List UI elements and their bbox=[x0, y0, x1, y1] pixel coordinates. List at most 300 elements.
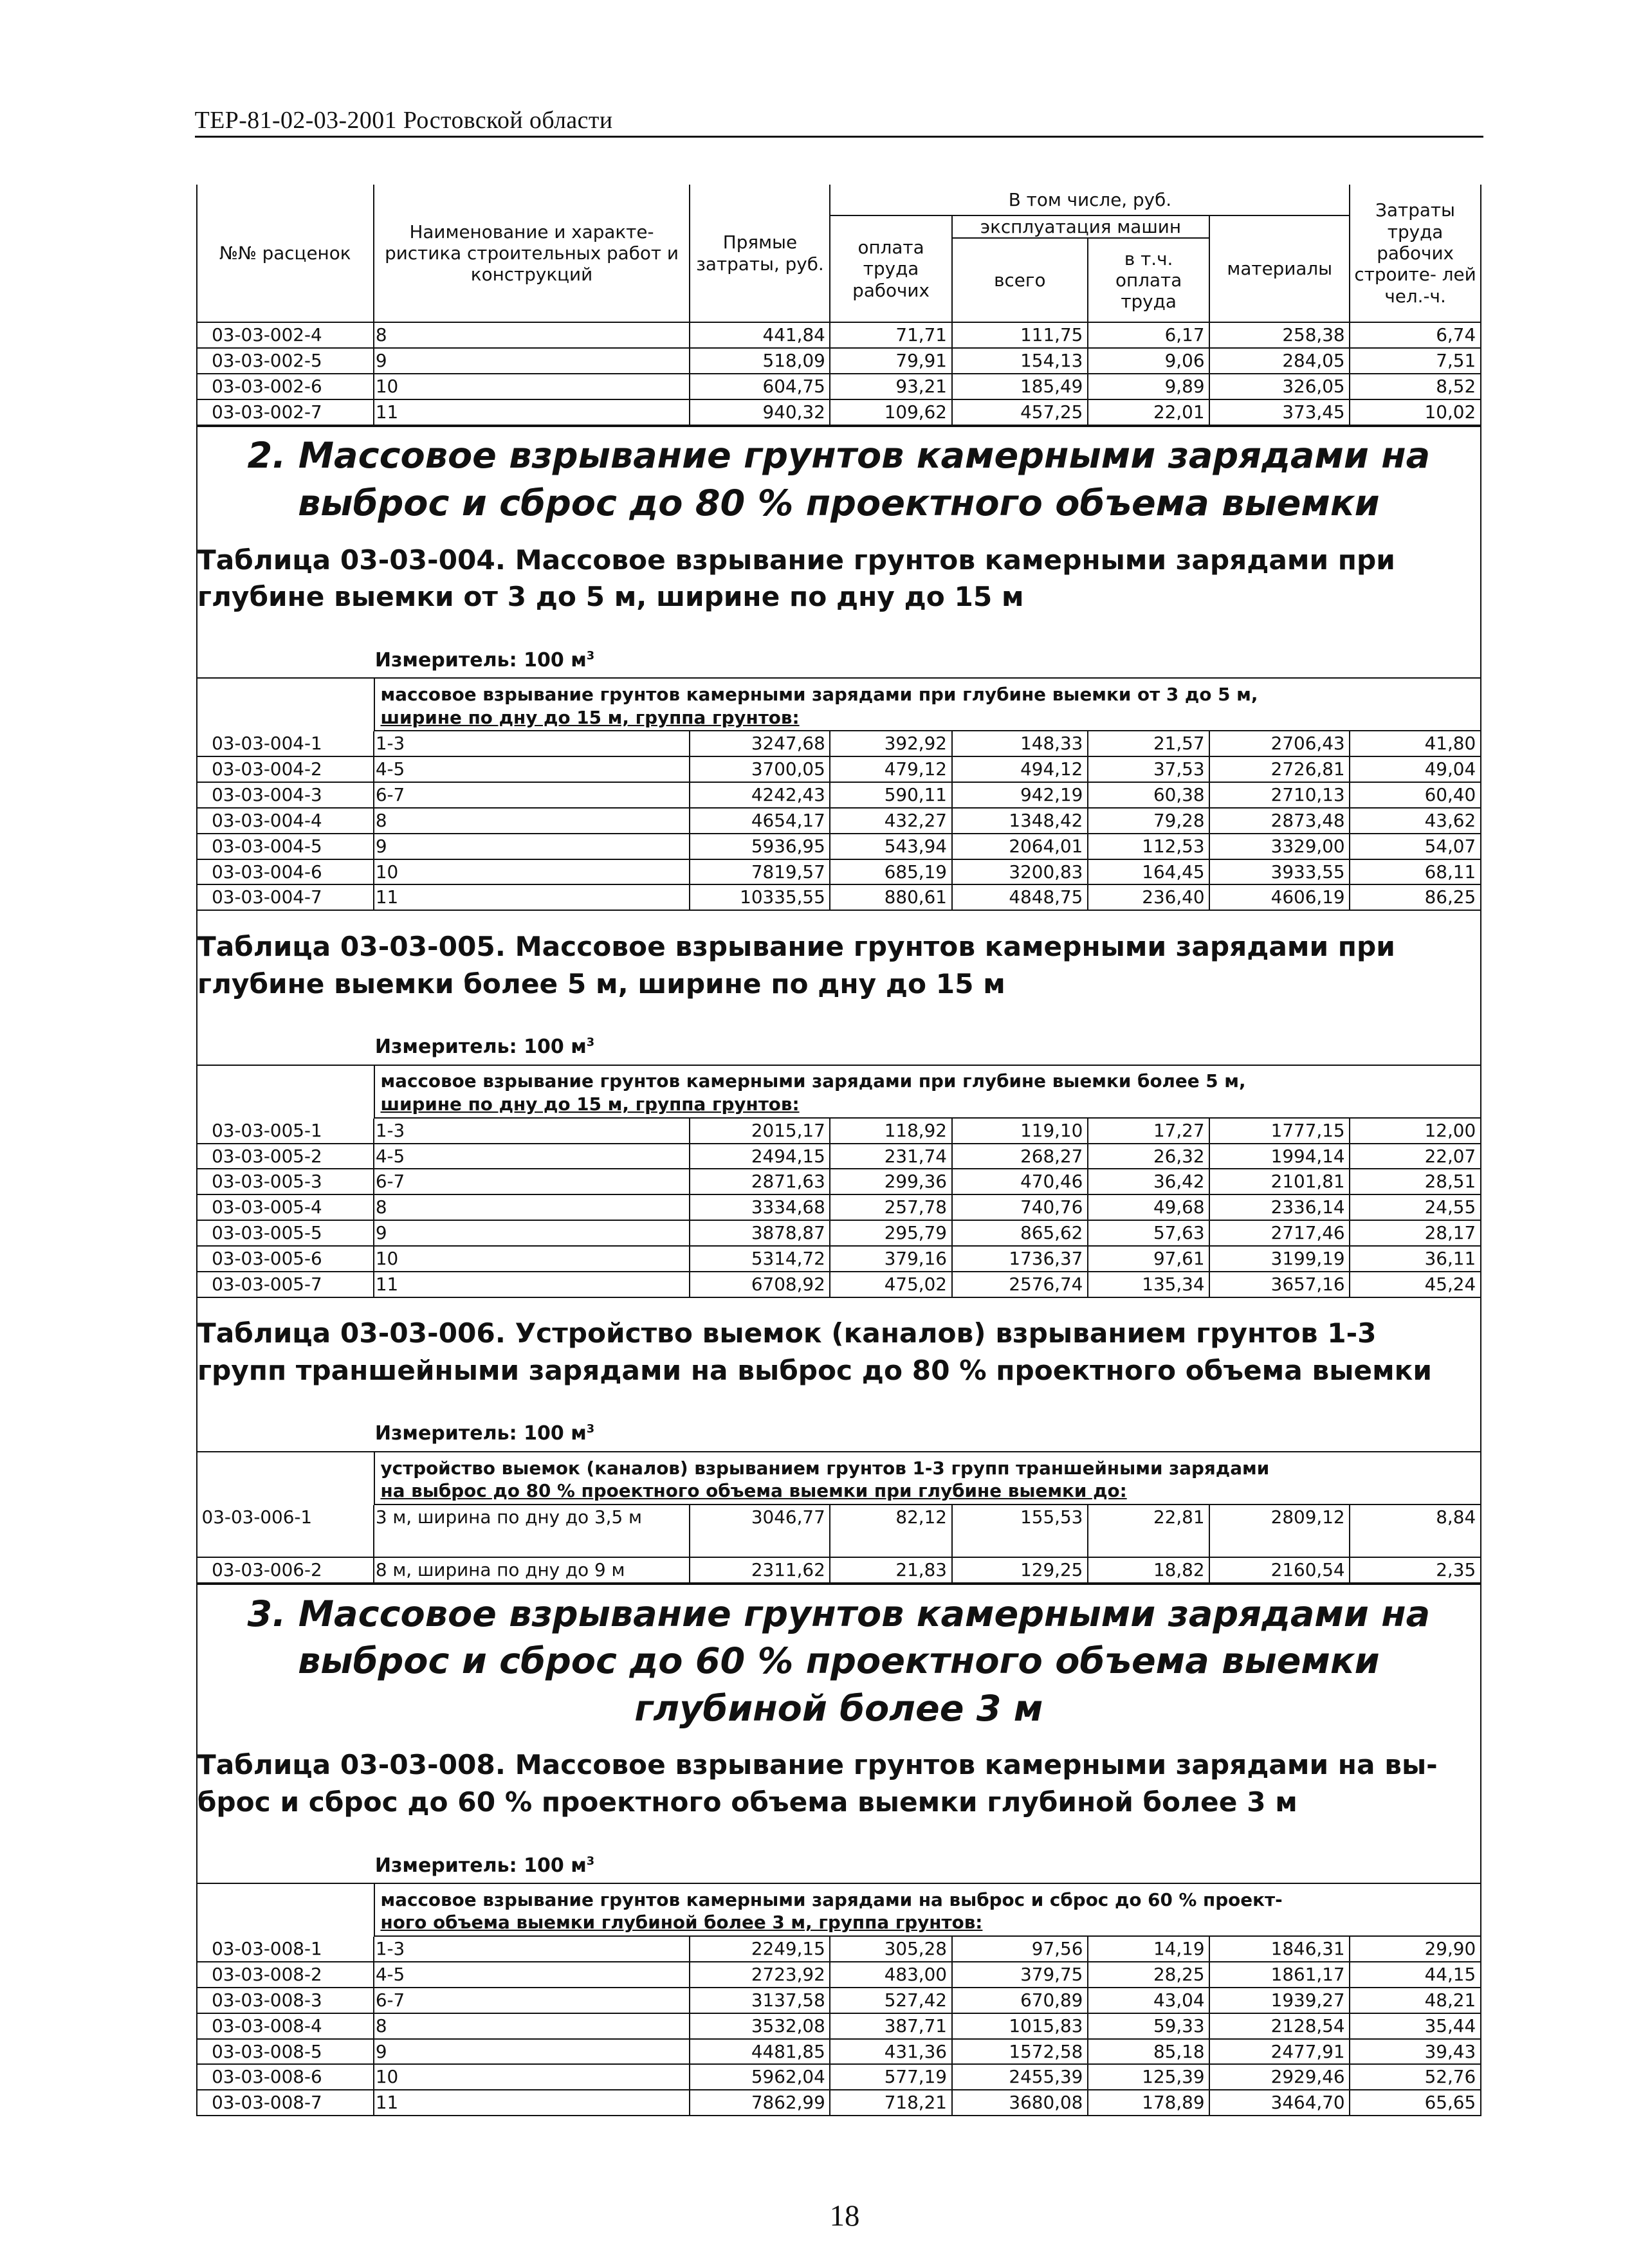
table-008-meter bbox=[197, 1833, 1480, 1884]
cell-name: 11 bbox=[374, 399, 690, 425]
cell-code: 03-03-005-1 bbox=[197, 1119, 374, 1144]
cell-labor: 8,84 bbox=[1350, 1505, 1480, 1557]
cell-machines-labor-pay: 22,81 bbox=[1088, 1505, 1209, 1557]
table-008-title: Таблица 03-03-008. Массовое взрывание грунтов камерными зарядами на вы- брос и сброс до 60 % проектного объема выемки глубиной более 3 м bbox=[197, 1749, 1438, 1818]
cell-direct: 4242,43 bbox=[690, 782, 830, 808]
cell-code: 03-03-004-6 bbox=[197, 859, 374, 885]
cell-labor: 86,25 bbox=[1350, 884, 1480, 910]
cell-code: 03-03-005-2 bbox=[197, 1144, 374, 1169]
cell-name: 10 bbox=[374, 859, 690, 885]
cell-labor-pay: 527,42 bbox=[830, 1988, 951, 2013]
cell-machines-total: 457,25 bbox=[952, 399, 1088, 425]
cell-machines-total: 2455,39 bbox=[952, 2064, 1088, 2090]
cell-machines-total: 470,46 bbox=[952, 1169, 1088, 1194]
cell-materials: 2717,46 bbox=[1209, 1220, 1350, 1246]
table-005-caption-row bbox=[197, 1066, 1480, 1119]
caption-line-1: массовое взрывание грунтов камерными зарядами на выброс и сброс до 60 % проект- bbox=[380, 1888, 1283, 1910]
cell-labor-pay: 880,61 bbox=[830, 884, 951, 910]
cell-labor: 41,80 bbox=[1350, 731, 1480, 756]
cell-machines-labor-pay: 79,28 bbox=[1088, 808, 1209, 834]
caption-line-2: ширине по дну до 15 м, группа грунтов: bbox=[380, 1093, 800, 1115]
cell-labor: 65,65 bbox=[1350, 2090, 1480, 2116]
cell-labor-pay: 231,74 bbox=[830, 1144, 951, 1169]
cell-labor-pay: 79,91 bbox=[830, 348, 951, 374]
cell-labor-pay: 392,92 bbox=[830, 731, 951, 756]
cell-labor-pay: 71,71 bbox=[830, 323, 951, 348]
cell-machines-total: 2576,74 bbox=[952, 1272, 1088, 1297]
cell-machines-labor-pay: 18,82 bbox=[1088, 1557, 1209, 1583]
header-machines: эксплуатация машин bbox=[952, 215, 1210, 238]
cell-machines-total: 97,56 bbox=[952, 1937, 1088, 1962]
cell-name: 3 м, ширина по дну до 3,5 м bbox=[374, 1505, 690, 1557]
cell-machines-labor-pay: 49,68 bbox=[1088, 1194, 1209, 1220]
cell-labor-pay: 21,83 bbox=[830, 1557, 951, 1583]
table-005-meter bbox=[197, 1014, 1480, 1065]
cell-direct: 3247,68 bbox=[690, 731, 830, 756]
cell-direct: 7862,99 bbox=[690, 2090, 830, 2116]
cell-labor: 68,11 bbox=[1350, 859, 1480, 885]
cell-code: 03-03-004-4 bbox=[197, 808, 374, 834]
cell-materials: 3657,16 bbox=[1209, 1272, 1350, 1297]
cell-code: 03-03-008-4 bbox=[197, 2013, 374, 2039]
cell-labor-pay: 577,19 bbox=[830, 2064, 951, 2090]
cell-materials: 4606,19 bbox=[1209, 884, 1350, 910]
rates-table-008 bbox=[197, 1937, 1480, 2116]
cell-direct: 2494,15 bbox=[690, 1144, 830, 1169]
cell-machines-labor-pay: 22,01 bbox=[1088, 399, 1209, 425]
cell-name: 6-7 bbox=[374, 782, 690, 808]
cell-materials: 1861,17 bbox=[1209, 1962, 1350, 1988]
cell-direct: 604,75 bbox=[690, 374, 830, 399]
cell-machines-total: 1736,37 bbox=[952, 1246, 1088, 1272]
table-row bbox=[197, 1220, 1480, 1246]
cell-direct: 3137,58 bbox=[690, 1988, 830, 2013]
cell-name: 6-7 bbox=[374, 1169, 690, 1194]
section-2-title: 2. Массовое взрывание грунтов камерными зарядами на выброс и сброс до 80 % проектного объема выемки bbox=[197, 426, 1480, 527]
cell-labor: 2,35 bbox=[1350, 1557, 1480, 1583]
cell-code: 03-03-008-1 bbox=[197, 1937, 374, 1962]
caption-spacer bbox=[197, 1884, 375, 1937]
cell-code: 03-03-008-2 bbox=[197, 1962, 374, 1988]
caption-line-2: ного объема выемки глубиной более 3 м, группа грунтов: bbox=[380, 1912, 983, 1934]
header-name: Наименование и характе- ристика строительных работ и конструкций bbox=[374, 185, 690, 322]
cell-direct: 518,09 bbox=[690, 348, 830, 374]
cell-direct: 940,32 bbox=[690, 399, 830, 425]
cell-name: 10 bbox=[374, 374, 690, 399]
table-008-caption-row bbox=[197, 1884, 1480, 1937]
cell-materials: 2873,48 bbox=[1209, 808, 1350, 834]
cell-direct: 10335,55 bbox=[690, 884, 830, 910]
cell-machines-labor-pay: 164,45 bbox=[1088, 859, 1209, 885]
cell-direct: 2723,92 bbox=[690, 1962, 830, 1988]
cell-code: 03-03-005-5 bbox=[197, 1220, 374, 1246]
cell-code: 03-03-005-7 bbox=[197, 1272, 374, 1297]
cell-labor-pay: 118,92 bbox=[830, 1119, 951, 1144]
table-row bbox=[197, 2039, 1480, 2065]
cell-code: 03-03-002-4 bbox=[197, 323, 374, 348]
meter-label: Измеритель: 100 м bbox=[374, 1036, 587, 1059]
cell-labor: 29,90 bbox=[1350, 1937, 1480, 1962]
cell-code: 03-03-004-2 bbox=[197, 756, 374, 782]
table-row bbox=[197, 834, 1480, 859]
cell-direct: 5936,95 bbox=[690, 834, 830, 859]
cell-materials: 3464,70 bbox=[1209, 2090, 1350, 2116]
rates-frame bbox=[196, 185, 1481, 2116]
header-rule bbox=[195, 136, 1483, 138]
cell-labor: 24,55 bbox=[1350, 1194, 1480, 1220]
table-006-title: Таблица 03-03-006. Устройство выемок (каналов) взрыванием грунтов 1-3 групп траншейными зарядами на выброс до 80 % проектного объема выемки bbox=[197, 1317, 1432, 1387]
cell-machines-total: 740,76 bbox=[952, 1194, 1088, 1220]
cell-name: 4-5 bbox=[374, 1962, 690, 1988]
cell-machines-labor-pay: 6,17 bbox=[1088, 323, 1209, 348]
cell-name: 8 bbox=[374, 323, 690, 348]
cell-materials: 326,05 bbox=[1209, 374, 1350, 399]
cell-code: 03-03-004-3 bbox=[197, 782, 374, 808]
cell-machines-labor-pay: 21,57 bbox=[1088, 731, 1209, 756]
cell-labor: 6,74 bbox=[1350, 323, 1480, 348]
cell-name: 11 bbox=[374, 1272, 690, 1297]
cell-materials: 3329,00 bbox=[1209, 834, 1350, 859]
cell-labor-pay: 718,21 bbox=[830, 2090, 951, 2116]
cell-machines-total: 268,27 bbox=[952, 1144, 1088, 1169]
cell-name: 8 bbox=[374, 808, 690, 834]
cell-labor: 10,02 bbox=[1350, 399, 1480, 425]
cell-machines-labor-pay: 36,42 bbox=[1088, 1169, 1209, 1194]
cell-name: 1-3 bbox=[374, 1937, 690, 1962]
cell-machines-labor-pay: 236,40 bbox=[1088, 884, 1209, 910]
cell-machines-labor-pay: 37,53 bbox=[1088, 756, 1209, 782]
caption-line-1: массовое взрывание грунтов камерными зарядами при глубине выемки более 5 м, bbox=[380, 1070, 1246, 1092]
cell-labor: 52,76 bbox=[1350, 2064, 1480, 2090]
table-row bbox=[197, 2013, 1480, 2039]
cell-machines-labor-pay: 57,63 bbox=[1088, 1220, 1209, 1246]
cell-labor: 28,51 bbox=[1350, 1169, 1480, 1194]
cell-labor-pay: 483,00 bbox=[830, 1962, 951, 1988]
cell-materials: 2726,81 bbox=[1209, 756, 1350, 782]
cell-labor-pay: 387,71 bbox=[830, 2013, 951, 2039]
table-row bbox=[197, 859, 1480, 885]
cell-direct: 4481,85 bbox=[690, 2039, 830, 2065]
cell-labor-pay: 590,11 bbox=[830, 782, 951, 808]
cell-name: 10 bbox=[374, 1246, 690, 1272]
meter-unit-exponent: 3 bbox=[586, 1854, 595, 1868]
cell-machines-labor-pay: 28,25 bbox=[1088, 1962, 1209, 1988]
table-row bbox=[197, 1169, 1480, 1194]
cell-labor-pay: 257,78 bbox=[830, 1194, 951, 1220]
table-row bbox=[197, 884, 1480, 910]
section-3-title: 3. Массовое взрывание грунтов камерными зарядами на выброс и сброс до 60 % проектного объема выемки глубиной более 3 м bbox=[197, 1584, 1480, 1732]
caption-spacer bbox=[197, 1452, 375, 1505]
cell-code: 03-03-005-4 bbox=[197, 1194, 374, 1220]
rates-table-006 bbox=[197, 1505, 1480, 1584]
table-row bbox=[197, 731, 1480, 756]
table-row bbox=[197, 782, 1480, 808]
cell-code: 03-03-008-6 bbox=[197, 2064, 374, 2090]
table-row bbox=[197, 374, 1480, 399]
table-004-caption bbox=[375, 679, 1480, 731]
table-006-caption bbox=[375, 1452, 1480, 1505]
cell-labor-pay: 299,36 bbox=[830, 1169, 951, 1194]
cell-code: 03-03-005-3 bbox=[197, 1169, 374, 1194]
cell-code: 03-03-004-1 bbox=[197, 731, 374, 756]
cell-direct: 2311,62 bbox=[690, 1557, 830, 1583]
cell-machines-labor-pay: 97,61 bbox=[1088, 1246, 1209, 1272]
table-004-title: Таблица 03-03-004. Массовое взрывание грунтов камерными зарядами при глубине выемки от 3 до 5 м, ширине по дну до 15 м bbox=[197, 544, 1395, 613]
cell-direct: 2015,17 bbox=[690, 1119, 830, 1144]
table-row bbox=[197, 1194, 1480, 1220]
cell-materials: 2477,91 bbox=[1209, 2039, 1350, 2065]
cell-labor-pay: 93,21 bbox=[830, 374, 951, 399]
cell-labor: 43,62 bbox=[1350, 808, 1480, 834]
cell-name: 8 bbox=[374, 1194, 690, 1220]
table-005-caption bbox=[375, 1066, 1480, 1119]
table-row bbox=[197, 1557, 1480, 1583]
cell-machines-total: 129,25 bbox=[952, 1557, 1088, 1583]
cell-labor: 45,24 bbox=[1350, 1272, 1480, 1297]
cell-name: 8 м, ширина по дну до 9 м bbox=[374, 1557, 690, 1583]
cell-materials: 2710,13 bbox=[1209, 782, 1350, 808]
meter-unit-exponent: 3 bbox=[586, 1036, 595, 1050]
cell-code: 03-03-002-7 bbox=[197, 399, 374, 425]
header-machines-labor-pay: в т.ч. оплата труда bbox=[1088, 238, 1209, 322]
cell-direct: 2249,15 bbox=[690, 1937, 830, 1962]
cell-labor: 35,44 bbox=[1350, 2013, 1480, 2039]
cell-labor: 49,04 bbox=[1350, 756, 1480, 782]
cell-materials: 2706,43 bbox=[1209, 731, 1350, 756]
cell-machines-total: 1015,83 bbox=[952, 2013, 1088, 2039]
cell-name: 8 bbox=[374, 2013, 690, 2039]
cell-materials: 3199,19 bbox=[1209, 1246, 1350, 1272]
cell-materials: 284,05 bbox=[1209, 348, 1350, 374]
cell-name: 4-5 bbox=[374, 1144, 690, 1169]
cell-labor-pay: 685,19 bbox=[830, 859, 951, 885]
table-004-meter bbox=[197, 627, 1480, 679]
cell-name: 11 bbox=[374, 2090, 690, 2116]
table-row bbox=[197, 399, 1480, 425]
caption-line-2: ширине по дну до 15 м, группа грунтов: bbox=[380, 706, 800, 728]
meter-unit-exponent: 3 bbox=[586, 648, 595, 663]
cell-labor-pay: 432,27 bbox=[830, 808, 951, 834]
cell-labor-pay: 295,79 bbox=[830, 1220, 951, 1246]
cell-labor: 8,52 bbox=[1350, 374, 1480, 399]
cell-direct: 4654,17 bbox=[690, 808, 830, 834]
cell-direct: 441,84 bbox=[690, 323, 830, 348]
cell-labor-pay: 305,28 bbox=[830, 1937, 951, 1962]
cell-machines-total: 119,10 bbox=[952, 1119, 1088, 1144]
table-row bbox=[197, 348, 1480, 374]
cell-direct: 3334,68 bbox=[690, 1194, 830, 1220]
caption-spacer bbox=[197, 1066, 375, 1119]
cell-name: 4-5 bbox=[374, 756, 690, 782]
cell-code: 03-03-008-7 bbox=[197, 2090, 374, 2116]
cell-machines-total: 494,12 bbox=[952, 756, 1088, 782]
cell-labor-pay: 543,94 bbox=[830, 834, 951, 859]
header-direct-costs: Прямые затраты, руб. bbox=[690, 185, 830, 322]
cell-materials: 1994,14 bbox=[1209, 1144, 1350, 1169]
cell-labor-pay: 431,36 bbox=[830, 2039, 951, 2065]
cell-code: 03-03-005-6 bbox=[197, 1246, 374, 1272]
table-005-title: Таблица 03-03-005. Массовое взрывание грунтов камерными зарядами при глубине выемки более 5 м, ширине по дну до 15 м bbox=[197, 930, 1395, 1000]
cell-materials: 2809,12 bbox=[1209, 1505, 1350, 1557]
table-row bbox=[197, 323, 1480, 348]
cell-name: 9 bbox=[374, 2039, 690, 2065]
cell-name: 10 bbox=[374, 2064, 690, 2090]
cell-labor: 39,43 bbox=[1350, 2039, 1480, 2065]
header-labor-pay: оплата труда рабочих bbox=[830, 215, 951, 322]
table-row bbox=[197, 1119, 1480, 1144]
table-row bbox=[197, 1988, 1480, 2013]
caption-line-1: устройство выемок (каналов) взрыванием грунтов 1-3 групп траншейными зарядами bbox=[380, 1457, 1270, 1479]
cell-machines-labor-pay: 85,18 bbox=[1088, 2039, 1209, 2065]
cell-machines-labor-pay: 60,38 bbox=[1088, 782, 1209, 808]
cell-machines-total: 2064,01 bbox=[952, 834, 1088, 859]
cell-labor: 12,00 bbox=[1350, 1119, 1480, 1144]
table-row bbox=[197, 756, 1480, 782]
cell-labor: 7,51 bbox=[1350, 348, 1480, 374]
cell-labor-pay: 379,16 bbox=[830, 1246, 951, 1272]
cell-code: 03-03-004-7 bbox=[197, 884, 374, 910]
table-row bbox=[197, 1962, 1480, 1988]
cell-machines-total: 1348,42 bbox=[952, 808, 1088, 834]
cell-code: 03-03-008-3 bbox=[197, 1988, 374, 2013]
cell-code: 03-03-006-2 bbox=[197, 1557, 374, 1583]
cell-name: 1-3 bbox=[374, 731, 690, 756]
cell-name: 1-3 bbox=[374, 1119, 690, 1144]
page-number: 18 bbox=[829, 2199, 860, 2233]
table-row bbox=[197, 1144, 1480, 1169]
cell-machines-labor-pay: 125,39 bbox=[1088, 2064, 1209, 2090]
cell-machines-total: 148,33 bbox=[952, 731, 1088, 756]
cell-name: 6-7 bbox=[374, 1988, 690, 2013]
cell-materials: 2128,54 bbox=[1209, 2013, 1350, 2039]
cell-code: 03-03-002-5 bbox=[197, 348, 374, 374]
cell-materials: 2101,81 bbox=[1209, 1169, 1350, 1194]
cell-materials: 1939,27 bbox=[1209, 1988, 1350, 2013]
table-008-caption bbox=[375, 1884, 1480, 1937]
meter-label: Измеритель: 100 м bbox=[374, 1422, 587, 1445]
cell-machines-total: 379,75 bbox=[952, 1962, 1088, 1988]
cell-direct: 3532,08 bbox=[690, 2013, 830, 2039]
header-materials: материалы bbox=[1209, 215, 1350, 322]
cell-machines-labor-pay: 17,27 bbox=[1088, 1119, 1209, 1144]
cell-materials: 1846,31 bbox=[1209, 1937, 1350, 1962]
table-006-meter bbox=[197, 1401, 1480, 1452]
cell-direct: 6708,92 bbox=[690, 1272, 830, 1297]
cell-machines-labor-pay: 135,34 bbox=[1088, 1272, 1209, 1297]
cell-machines-labor-pay: 43,04 bbox=[1088, 1988, 1209, 2013]
cell-materials: 2160,54 bbox=[1209, 1557, 1350, 1583]
caption-line-1: массовое взрывание грунтов камерными зарядами при глубине выемки от 3 до 5 м, bbox=[380, 683, 1258, 705]
cell-code: 03-03-002-6 bbox=[197, 374, 374, 399]
rates-table-002 bbox=[197, 323, 1480, 425]
caption-line-2: на выброс до 80 % проектного объема выемки при глубине выемки до: bbox=[380, 1480, 1127, 1502]
cell-labor-pay: 475,02 bbox=[830, 1272, 951, 1297]
cell-direct: 7819,57 bbox=[690, 859, 830, 885]
cell-machines-labor-pay: 9,06 bbox=[1088, 348, 1209, 374]
table-row bbox=[197, 1272, 1480, 1297]
cell-materials: 258,38 bbox=[1209, 323, 1350, 348]
cell-machines-total: 155,53 bbox=[952, 1505, 1088, 1557]
cell-labor-pay: 82,12 bbox=[830, 1505, 951, 1557]
cell-machines-labor-pay: 178,89 bbox=[1088, 2090, 1209, 2116]
table-004-caption-row bbox=[197, 679, 1480, 731]
cell-machines-total: 111,75 bbox=[952, 323, 1088, 348]
cell-direct: 5314,72 bbox=[690, 1246, 830, 1272]
cell-machines-labor-pay: 9,89 bbox=[1088, 374, 1209, 399]
cell-machines-total: 3680,08 bbox=[952, 2090, 1088, 2116]
column-header bbox=[197, 185, 1480, 323]
cell-labor: 60,40 bbox=[1350, 782, 1480, 808]
cell-machines-total: 942,19 bbox=[952, 782, 1088, 808]
cell-code: 03-03-004-5 bbox=[197, 834, 374, 859]
cell-direct: 2871,63 bbox=[690, 1169, 830, 1194]
cell-labor: 28,17 bbox=[1350, 1220, 1480, 1246]
cell-materials: 2929,46 bbox=[1209, 2064, 1350, 2090]
header-including: В том числе, руб. bbox=[830, 185, 1350, 215]
table-006-caption-row bbox=[197, 1452, 1480, 1505]
table-row bbox=[197, 1246, 1480, 1272]
meter-label: Измеритель: 100 м bbox=[374, 648, 587, 672]
cell-machines-labor-pay: 59,33 bbox=[1088, 2013, 1209, 2039]
header-labor-costs: Затраты труда рабочих строите- лей чел.-ч. bbox=[1350, 185, 1480, 322]
cell-labor: 54,07 bbox=[1350, 834, 1480, 859]
cell-name: 9 bbox=[374, 1220, 690, 1246]
cell-name: 11 bbox=[374, 884, 690, 910]
cell-direct: 5962,04 bbox=[690, 2064, 830, 2090]
table-row bbox=[197, 2090, 1480, 2116]
table-row bbox=[197, 1937, 1480, 1962]
cell-materials: 1777,15 bbox=[1209, 1119, 1350, 1144]
rates-table-004 bbox=[197, 731, 1480, 911]
cell-labor: 36,11 bbox=[1350, 1246, 1480, 1272]
cell-name: 9 bbox=[374, 348, 690, 374]
cell-direct: 3700,05 bbox=[690, 756, 830, 782]
cell-materials: 3933,55 bbox=[1209, 859, 1350, 885]
cell-machines-total: 154,13 bbox=[952, 348, 1088, 374]
cell-direct: 3878,87 bbox=[690, 1220, 830, 1246]
cell-machines-total: 3200,83 bbox=[952, 859, 1088, 885]
header-code: №№ расценок bbox=[197, 185, 374, 322]
table-row bbox=[197, 1505, 1480, 1557]
cell-materials: 373,45 bbox=[1209, 399, 1350, 425]
meter-label: Измеритель: 100 м bbox=[374, 1854, 587, 1877]
cell-labor-pay: 109,62 bbox=[830, 399, 951, 425]
cell-direct: 3046,77 bbox=[690, 1505, 830, 1557]
meter-unit-exponent: 3 bbox=[586, 1422, 595, 1436]
cell-name: 9 bbox=[374, 834, 690, 859]
cell-labor-pay: 479,12 bbox=[830, 756, 951, 782]
caption-spacer bbox=[197, 679, 375, 731]
cell-machines-labor-pay: 112,53 bbox=[1088, 834, 1209, 859]
table-row bbox=[197, 808, 1480, 834]
cell-machines-total: 1572,58 bbox=[952, 2039, 1088, 2065]
rates-table-005 bbox=[197, 1119, 1480, 1298]
cell-code: 03-03-006-1 bbox=[197, 1505, 374, 1557]
document-header: ТЕР-81-02-03-2001 Ростовской области bbox=[194, 106, 613, 134]
cell-machines-total: 865,62 bbox=[952, 1220, 1088, 1246]
cell-materials: 2336,14 bbox=[1209, 1194, 1350, 1220]
cell-labor: 22,07 bbox=[1350, 1144, 1480, 1169]
cell-code: 03-03-008-5 bbox=[197, 2039, 374, 2065]
cell-machines-total: 670,89 bbox=[952, 1988, 1088, 2013]
cell-machines-total: 4848,75 bbox=[952, 884, 1088, 910]
cell-machines-total: 185,49 bbox=[952, 374, 1088, 399]
cell-labor: 44,15 bbox=[1350, 1962, 1480, 1988]
table-row bbox=[197, 2064, 1480, 2090]
cell-labor: 48,21 bbox=[1350, 1988, 1480, 2013]
cell-machines-labor-pay: 26,32 bbox=[1088, 1144, 1209, 1169]
cell-machines-labor-pay: 14,19 bbox=[1088, 1937, 1209, 1962]
